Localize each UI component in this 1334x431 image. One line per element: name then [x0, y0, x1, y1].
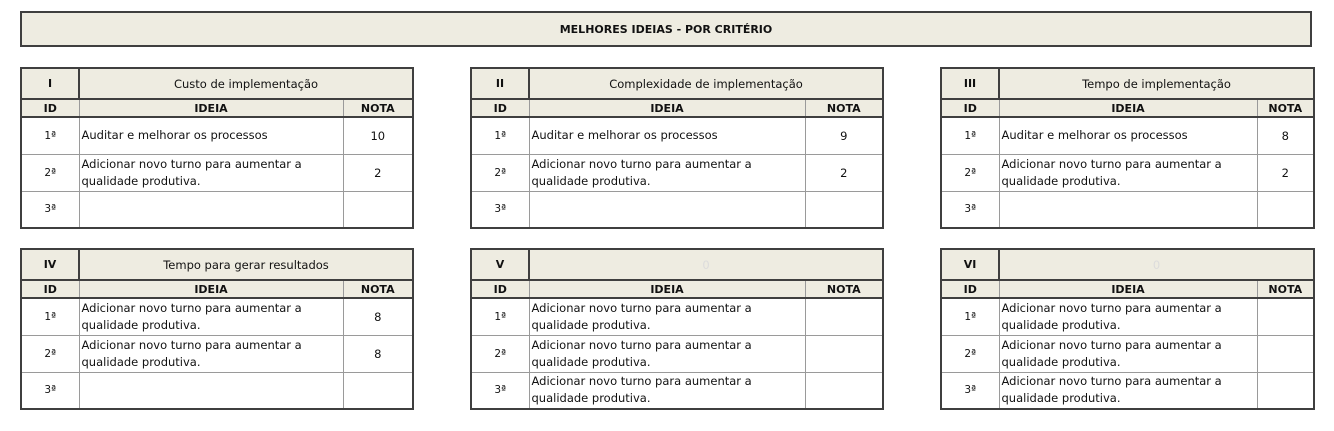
rank-cell[interactable]: 3ª — [471, 191, 529, 228]
column-header-idea: IDEIA — [999, 99, 1257, 117]
criterion-number: II — [471, 68, 529, 99]
criterion-header — [941, 68, 1314, 99]
rank-cell[interactable]: 1ª — [941, 298, 999, 335]
column-header-row — [471, 280, 883, 298]
score-cell[interactable] — [805, 298, 883, 335]
idea-cell[interactable]: Adicionar novo turno para aumentar a qualidade produtiva. — [999, 335, 1257, 372]
score-cell[interactable] — [343, 372, 413, 409]
criterion-table-6 — [940, 248, 1315, 410]
table-row — [941, 117, 1314, 154]
rank-cell[interactable]: 1ª — [941, 117, 999, 154]
idea-cell[interactable]: Auditar e melhorar os processos — [999, 117, 1257, 154]
idea-cell[interactable] — [79, 372, 343, 409]
idea-cell[interactable] — [529, 191, 805, 228]
score-cell[interactable] — [1257, 298, 1314, 335]
rank-cell[interactable]: 1ª — [21, 298, 79, 335]
column-header-score: NOTA — [1257, 99, 1314, 117]
rank-cell[interactable]: 2ª — [941, 335, 999, 372]
criterion-name: 0 — [529, 249, 883, 280]
criterion-name: Tempo de implementação — [999, 68, 1314, 99]
criterion-header — [21, 68, 413, 99]
column-header-id: ID — [941, 280, 999, 298]
table-row — [471, 335, 883, 372]
score-cell[interactable]: 8 — [343, 298, 413, 335]
idea-cell[interactable]: Auditar e melhorar os processos — [79, 117, 343, 154]
criterion-name: 0 — [999, 249, 1314, 280]
column-header-id: ID — [21, 99, 79, 117]
score-cell[interactable]: 9 — [805, 117, 883, 154]
column-header-id: ID — [941, 99, 999, 117]
column-header-idea: IDEIA — [529, 99, 805, 117]
column-header-score: NOTA — [805, 280, 883, 298]
rank-cell[interactable]: 3ª — [471, 372, 529, 409]
rank-cell[interactable]: 3ª — [21, 191, 79, 228]
table-row — [21, 335, 413, 372]
column-header-idea: IDEIA — [79, 99, 343, 117]
rank-cell[interactable]: 2ª — [471, 154, 529, 191]
idea-cell[interactable]: Adicionar novo turno para aumentar a qualidade produtiva. — [79, 335, 343, 372]
score-cell[interactable] — [1257, 335, 1314, 372]
column-header-idea: IDEIA — [79, 280, 343, 298]
idea-cell[interactable]: Adicionar novo turno para aumentar a qualidade produtiva. — [529, 154, 805, 191]
score-cell[interactable]: 2 — [343, 154, 413, 191]
table-row — [471, 372, 883, 409]
table-row — [471, 191, 883, 228]
column-header-idea: IDEIA — [999, 280, 1257, 298]
idea-cell[interactable]: Adicionar novo turno para aumentar a qualidade produtiva. — [999, 372, 1257, 409]
table-row — [941, 154, 1314, 191]
column-header-row — [21, 99, 413, 117]
rank-cell[interactable]: 3ª — [941, 191, 999, 228]
idea-cell[interactable]: Adicionar novo turno para aumentar a qualidade produtiva. — [999, 154, 1257, 191]
score-cell[interactable]: 10 — [343, 117, 413, 154]
column-header-row — [21, 280, 413, 298]
criterion-number: IV — [21, 249, 79, 280]
criterion-name: Tempo para gerar resultados — [79, 249, 413, 280]
criterion-table-3 — [940, 67, 1315, 229]
table-row — [941, 372, 1314, 409]
idea-cell[interactable]: Adicionar novo turno para aumentar a qualidade produtiva. — [529, 298, 805, 335]
column-header-score: NOTA — [343, 280, 413, 298]
score-cell[interactable]: 8 — [343, 335, 413, 372]
column-header-score: NOTA — [343, 99, 413, 117]
rank-cell[interactable]: 3ª — [941, 372, 999, 409]
table-row — [21, 298, 413, 335]
table-row — [21, 154, 413, 191]
column-header-score: NOTA — [1257, 280, 1314, 298]
table-row — [941, 191, 1314, 228]
column-header-score: NOTA — [805, 99, 883, 117]
idea-cell[interactable] — [999, 191, 1257, 228]
score-cell[interactable]: 2 — [805, 154, 883, 191]
criterion-table-2 — [470, 67, 884, 229]
column-header-id: ID — [471, 99, 529, 117]
score-cell[interactable] — [805, 335, 883, 372]
table-row — [21, 191, 413, 228]
rank-cell[interactable]: 1ª — [471, 117, 529, 154]
criterion-header — [471, 249, 883, 280]
table-row — [941, 298, 1314, 335]
rank-cell[interactable]: 1ª — [21, 117, 79, 154]
idea-cell[interactable]: Adicionar novo turno para aumentar a qualidade produtiva. — [529, 335, 805, 372]
criterion-header — [941, 249, 1314, 280]
column-header-id: ID — [21, 280, 79, 298]
column-header-row — [941, 99, 1314, 117]
rank-cell[interactable]: 2ª — [21, 335, 79, 372]
criterion-number: III — [941, 68, 999, 99]
score-cell[interactable] — [1257, 191, 1314, 228]
idea-cell[interactable] — [79, 191, 343, 228]
criterion-name: Custo de implementação — [79, 68, 413, 99]
score-cell[interactable]: 8 — [1257, 117, 1314, 154]
idea-cell[interactable]: Auditar e melhorar os processos — [529, 117, 805, 154]
criterion-number: I — [21, 68, 79, 99]
rank-cell[interactable]: 2ª — [941, 154, 999, 191]
idea-cell[interactable]: Adicionar novo turno para aumentar a qualidade produtiva. — [999, 298, 1257, 335]
criterion-number: V — [471, 249, 529, 280]
score-cell[interactable] — [1257, 372, 1314, 409]
rank-cell[interactable]: 2ª — [21, 154, 79, 191]
idea-cell[interactable]: Adicionar novo turno para aumentar a qualidade produtiva. — [79, 154, 343, 191]
column-header-row — [471, 99, 883, 117]
column-header-idea: IDEIA — [529, 280, 805, 298]
table-row — [471, 154, 883, 191]
rank-cell[interactable]: 1ª — [471, 298, 529, 335]
column-header-id: ID — [471, 280, 529, 298]
score-cell[interactable] — [805, 372, 883, 409]
score-cell[interactable]: 2 — [1257, 154, 1314, 191]
criterion-header — [21, 249, 413, 280]
idea-cell[interactable]: Adicionar novo turno para aumentar a qualidade produtiva. — [79, 298, 343, 335]
table-row — [471, 117, 883, 154]
column-header-row — [941, 280, 1314, 298]
criterion-number: VI — [941, 249, 999, 280]
rank-cell[interactable]: 2ª — [471, 335, 529, 372]
table-row — [471, 298, 883, 335]
rank-cell[interactable]: 3ª — [21, 372, 79, 409]
table-row — [941, 335, 1314, 372]
table-row — [21, 117, 413, 154]
idea-cell[interactable]: Adicionar novo turno para aumentar a qualidade produtiva. — [529, 372, 805, 409]
score-cell[interactable] — [805, 191, 883, 228]
page-title: MELHORES IDEIAS - POR CRITÉRIO — [20, 11, 1312, 47]
criterion-table-4 — [20, 248, 414, 410]
criterion-name: Complexidade de implementação — [529, 68, 883, 99]
criterion-header — [471, 68, 883, 99]
score-cell[interactable] — [343, 191, 413, 228]
table-row — [21, 372, 413, 409]
criterion-table-1 — [20, 67, 414, 229]
criterion-table-5 — [470, 248, 884, 410]
